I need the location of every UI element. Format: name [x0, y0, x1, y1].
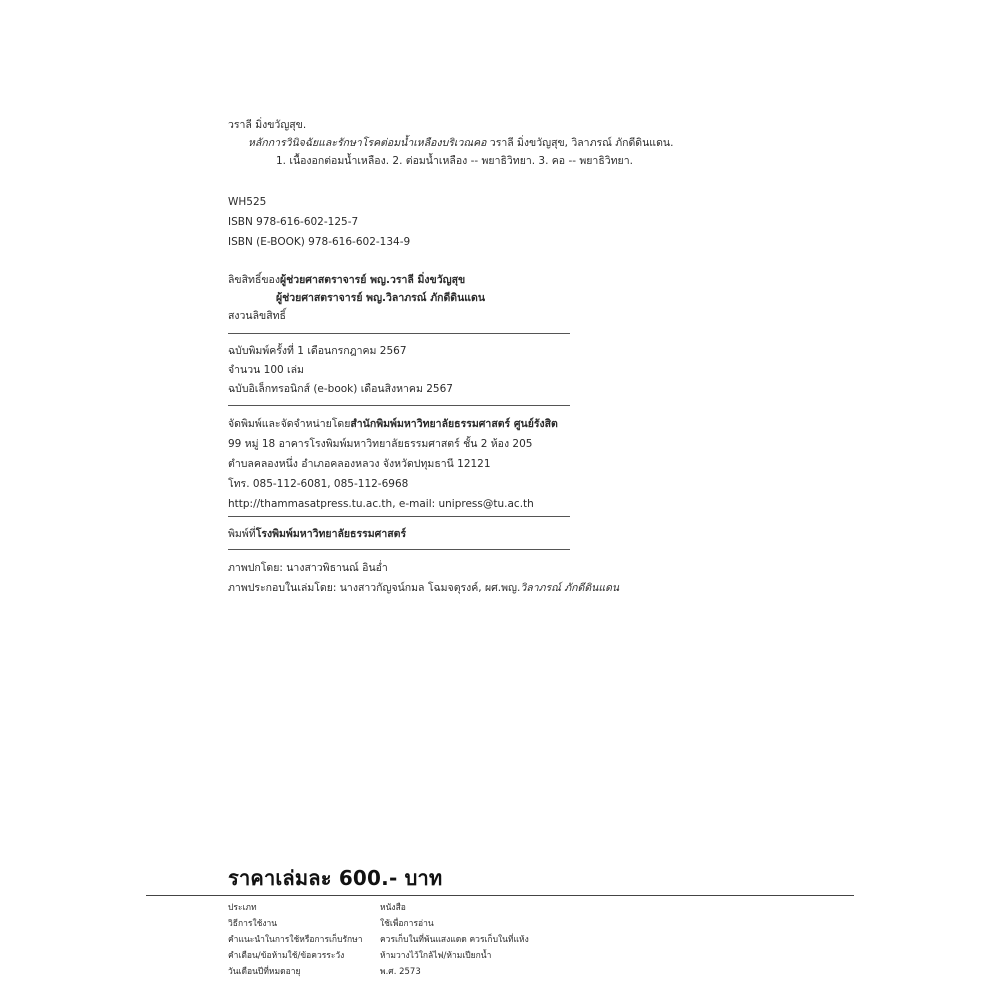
cover-credit: ภาพปกโดย: นางสาวพิธานณ์ อินอ่ำ [228, 562, 388, 574]
divider [228, 405, 570, 406]
price: ราคาเล่มละ 600.- บาท [228, 866, 443, 890]
info-label: คำแนะนำในการใช้หรือการเก็บรักษา [228, 935, 363, 945]
info-value: พ.ศ. 2573 [380, 967, 421, 977]
info-label: คำเตือน/ข้อห้ามใช้/ข้อควรระวัง [228, 951, 345, 961]
call-number: WH525 [228, 196, 267, 208]
publisher-web: http://thammasatpress.tu.ac.th, e-mail: unipress@tu.ac.th [228, 498, 534, 510]
printer-name: โรงพิมพ์มหาวิทยาลัยธรรมศาสตร์ [255, 528, 407, 540]
ebook-edition: ฉบับอิเล็กทรอนิกส์ (e-book) เดือนสิงหาคม 2567 [228, 383, 453, 395]
publisher-phone: โทร. 085-112-6081, 085-112-6968 [228, 478, 409, 490]
publisher-block [228, 414, 558, 514]
illustration-credit-name: วิลาภรณ์ ภักดีดินแดน [520, 582, 620, 594]
divider [228, 549, 570, 550]
cip-subjects: 1. เนื้องอกต่อมน้ำเหลือง. 2. ต่อมน้ำเหลือง -- พยาธิวิทยา. 3. คอ -- พยาธิวิทยา. [276, 155, 633, 167]
info-row [228, 964, 529, 980]
publisher-prefix: จัดพิมพ์และจัดจำหน่ายโดย [228, 418, 351, 430]
info-label: วันเดือนปีที่หมดอายุ [228, 967, 301, 977]
isbn: ISBN 978-616-602-125-7 [228, 216, 359, 228]
price-divider [146, 895, 854, 896]
print-quantity: จำนวน 100 เล่ม [228, 364, 304, 376]
copyright-reserved: สงวนลิขสิทธิ์ [228, 310, 286, 322]
credits-block [228, 558, 619, 598]
cataloging-block [228, 116, 673, 170]
info-row [228, 932, 529, 948]
publisher-address-2: ตำบลคลองหนึ่ง อำเภอคลองหลวง จังหวัดปทุมธานี 12121 [228, 458, 491, 470]
info-row [228, 900, 529, 916]
copyright-holder-1: ผู้ช่วยศาสตราจารย์ พญ.วราลี มิ่งขวัญสุข [279, 274, 466, 286]
isbn-ebook: ISBN (E-BOOK) 978-616-602-134-9 [228, 236, 411, 248]
cip-title-authors: วราลี มิ่งขวัญสุข, วิลาภรณ์ ภักดีดินแดน. [486, 137, 674, 149]
divider [228, 516, 570, 517]
info-value: หนังสือ [380, 903, 406, 913]
divider [228, 333, 570, 334]
info-row [228, 948, 529, 964]
info-value: ใช้เพื่อการอ่าน [380, 919, 434, 929]
info-label: ประเภท [228, 903, 257, 913]
info-row [228, 916, 529, 932]
info-label: วิธีการใช้งาน [228, 919, 278, 929]
publisher-name: สำนักพิมพ์มหาวิทยาลัยธรรมศาสตร์ ศูนย์รังสิต [350, 418, 558, 430]
copyright-line [228, 271, 485, 289]
printer-block [228, 525, 406, 543]
publisher-address-1: 99 หมู่ 18 อาคารโรงพิมพ์มหาวิทยาลัยธรรมศาสตร์ ชั้น 2 ห้อง 205 [228, 438, 533, 450]
edition-block [228, 342, 453, 399]
illustration-credit-text: ภาพประกอบในเล่มโดย: นางสาวกัญจน์กมล โฉมจตุรงค์, ผศ.พญ. [228, 582, 521, 594]
first-print: ฉบับพิมพ์ครั้งที่ 1 เดือนกรกฎาคม 2567 [228, 345, 407, 357]
cip-author: วราลี มิ่งขวัญสุข. [228, 119, 307, 131]
cip-book-title: หลักการวินิจฉัยและรักษาโรคต่อมน้ำเหลืองบริเวณคอ [248, 137, 487, 149]
info-value: ควรเก็บในที่พ้นแสงแดด ควรเก็บในที่แห้ง [380, 935, 529, 945]
info-value: ห้ามวางไว้ใกล้ไฟ/ห้ามเปียกน้ำ [380, 951, 492, 961]
printer-prefix: พิมพ์ที่ [228, 528, 256, 540]
isbn-block [228, 192, 410, 252]
cip-title-line [228, 134, 673, 152]
copyright-prefix: ลิขสิทธิ์ของ [228, 274, 280, 286]
copyright-holder-2: ผู้ช่วยศาสตราจารย์ พญ.วิลาภรณ์ ภักดีดินแดน [276, 292, 486, 304]
illustration-credit [228, 578, 619, 598]
copyright-block [228, 271, 485, 325]
publisher-line [228, 414, 558, 434]
product-info-table [228, 900, 529, 980]
